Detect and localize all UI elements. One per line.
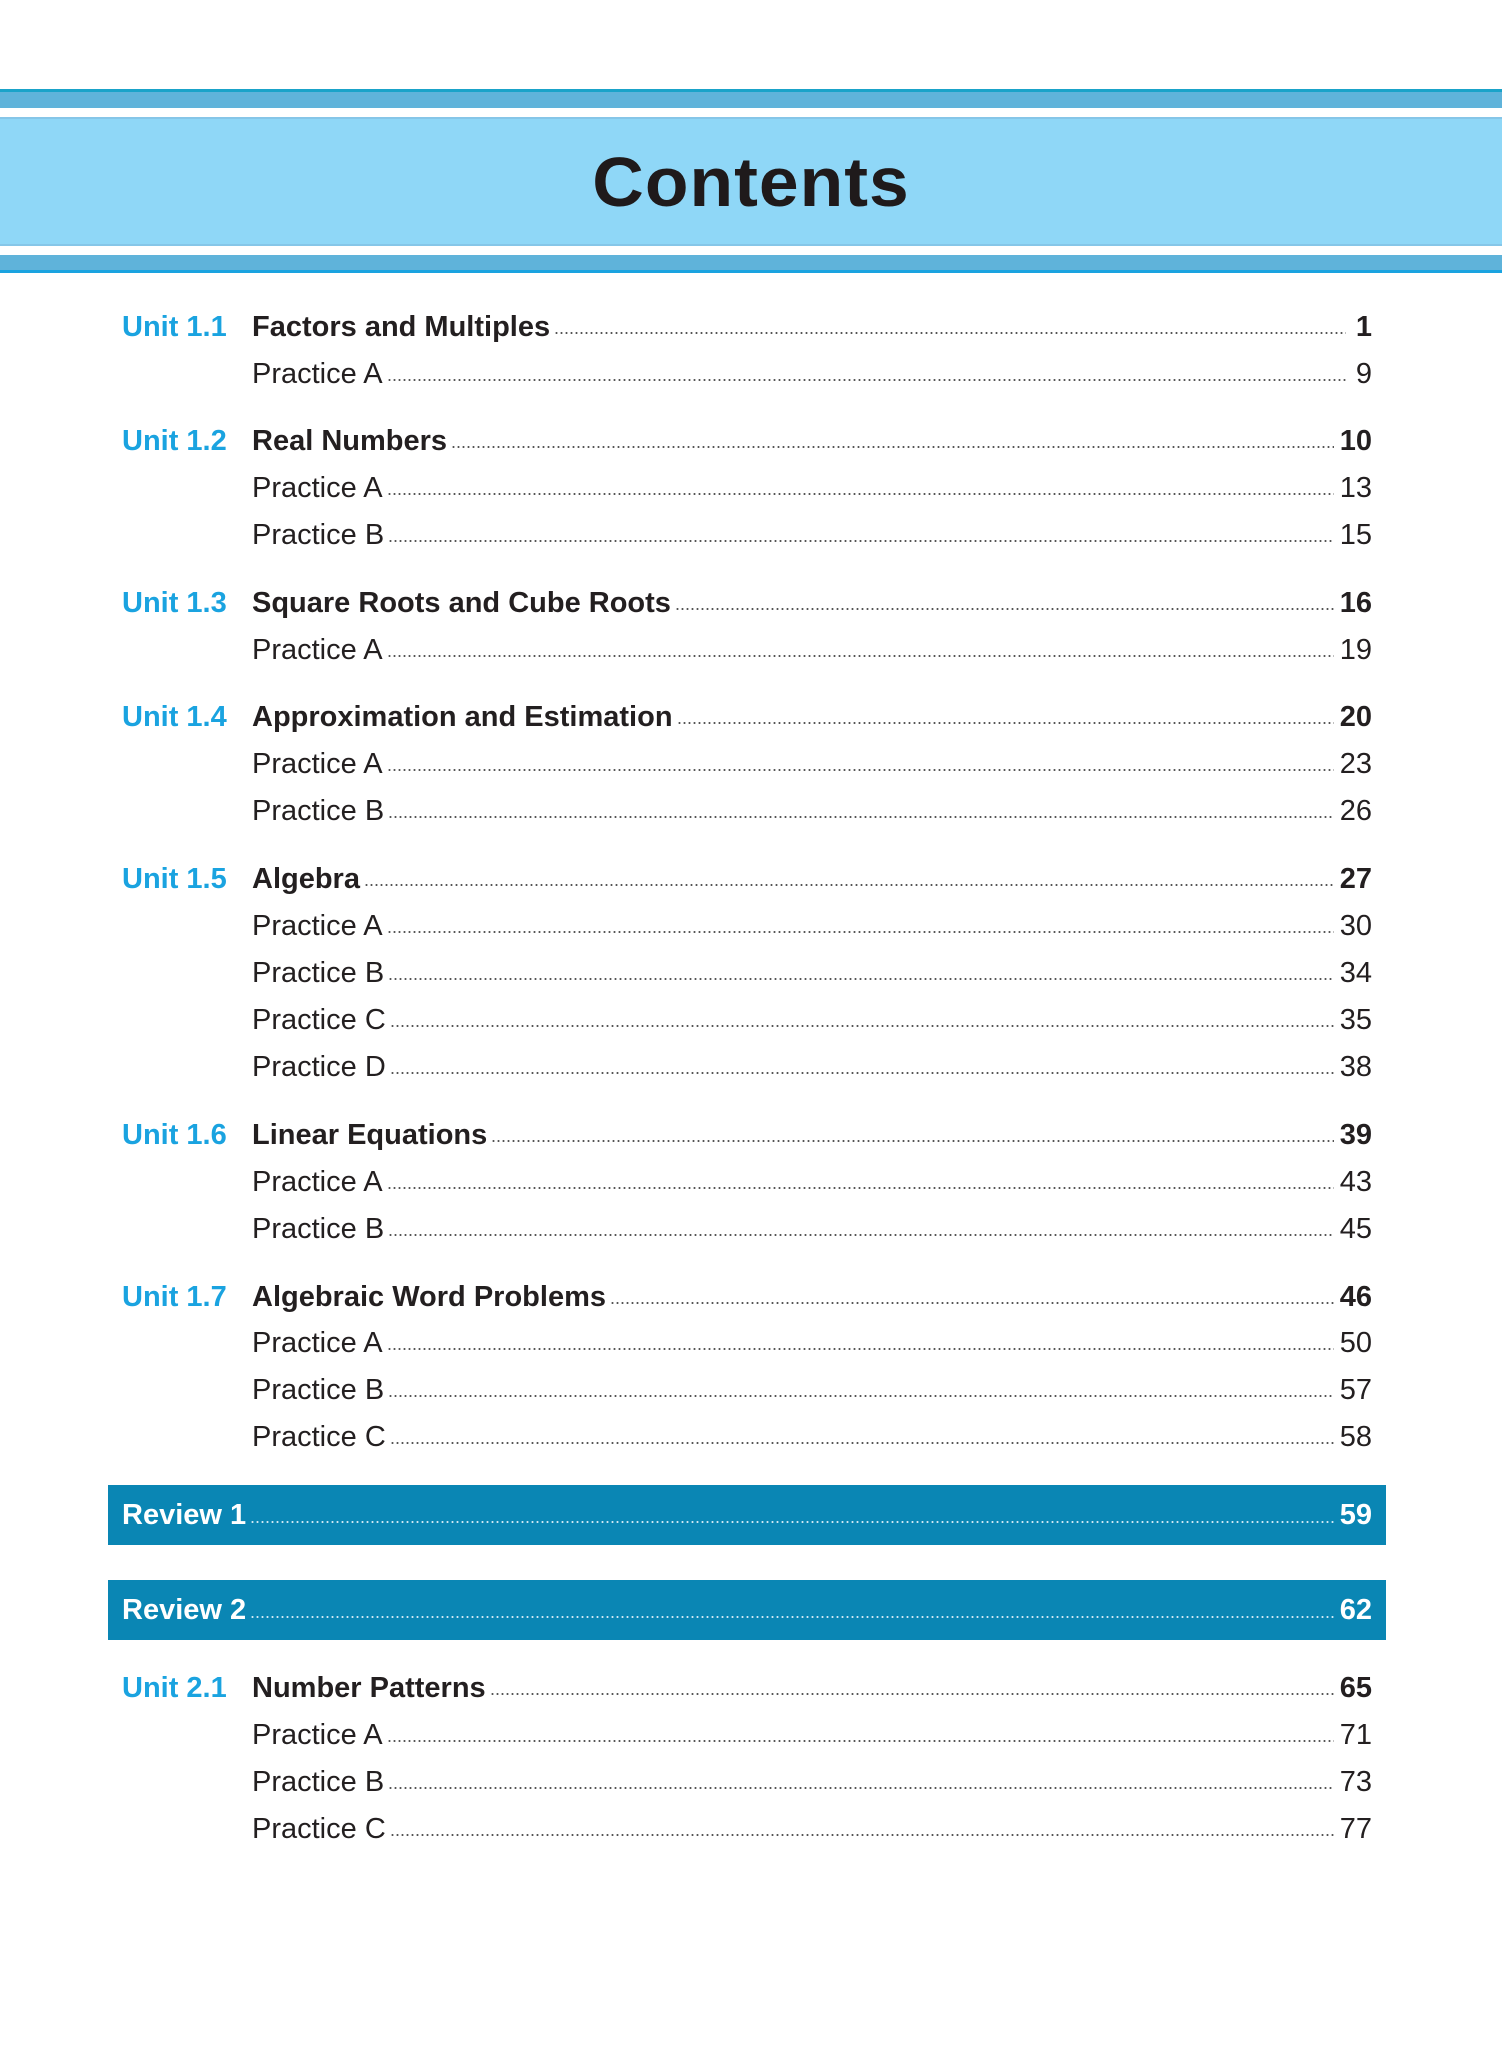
dot-leader: [554, 331, 1346, 335]
practice-title: Practice A: [252, 1326, 383, 1359]
unit-title: Linear Equations: [252, 1118, 488, 1151]
toc-practice-row[interactable]: [122, 791, 1372, 831]
practice-title: Practice A: [252, 1718, 383, 1751]
page-number: 15: [1339, 518, 1372, 551]
page-number: 62: [1339, 1593, 1372, 1626]
dot-leader: [388, 1786, 1334, 1790]
header-top-band: [0, 92, 1502, 108]
page-number: 59: [1339, 1498, 1372, 1531]
page-number: 35: [1339, 1003, 1372, 1036]
practice-title: Practice D: [252, 1050, 386, 1083]
page-number: 57: [1339, 1373, 1372, 1406]
page-number: 65: [1339, 1671, 1372, 1704]
page-number: 77: [1339, 1812, 1372, 1845]
toc-practice-row[interactable]: [122, 354, 1372, 394]
page-number: 46: [1339, 1280, 1372, 1313]
toc-practice-row[interactable]: [122, 953, 1372, 993]
practice-title: Practice B: [252, 1373, 385, 1406]
unit-title: Number Patterns: [252, 1671, 486, 1704]
dot-leader: [387, 768, 1334, 772]
page-number: 39: [1339, 1118, 1372, 1151]
review-title: Review 2: [122, 1593, 247, 1626]
page-title: Contents: [592, 142, 910, 221]
toc-practice-row[interactable]: [122, 1000, 1372, 1040]
dot-leader: [387, 1186, 1334, 1190]
practice-title: Practice C: [252, 1003, 386, 1036]
toc-practice-row[interactable]: [122, 1715, 1372, 1755]
page-number: 43: [1339, 1165, 1372, 1198]
unit-label: Unit 1.6: [122, 1118, 227, 1151]
header-bottom-band: [0, 255, 1502, 271]
dot-leader: [388, 815, 1334, 819]
unit-label: Unit 1.1: [122, 310, 227, 343]
dot-leader: [387, 492, 1334, 496]
unit-title: Square Roots and Cube Roots: [252, 586, 671, 619]
unit-label: Unit 1.5: [122, 862, 227, 895]
toc-practice-row[interactable]: [122, 1162, 1372, 1202]
toc-review-row[interactable]: [108, 1580, 1386, 1640]
unit-label: Unit 1.2: [122, 424, 227, 457]
practice-title: Practice A: [252, 747, 383, 780]
toc-unit-row[interactable]: [122, 1277, 1372, 1317]
unit-title: Approximation and Estimation: [252, 700, 673, 733]
dot-leader: [451, 445, 1334, 449]
page-number: 71: [1339, 1718, 1372, 1751]
practice-title: Practice B: [252, 956, 385, 989]
toc-unit-row[interactable]: [122, 1115, 1372, 1155]
dot-leader: [388, 977, 1334, 981]
practice-title: Practice A: [252, 1165, 383, 1198]
toc-practice-row[interactable]: [122, 1047, 1372, 1087]
toc-practice-row[interactable]: [122, 1209, 1372, 1249]
page-number: 58: [1339, 1420, 1372, 1453]
toc-practice-row[interactable]: [122, 1762, 1372, 1802]
page-number: 9: [1355, 357, 1372, 390]
toc-unit-row[interactable]: [122, 697, 1372, 737]
practice-title: Practice B: [252, 518, 385, 551]
toc-practice-row[interactable]: [122, 1370, 1372, 1410]
dot-leader: [387, 378, 1346, 382]
dot-leader: [250, 1520, 1334, 1524]
review-title: Review 1: [122, 1498, 247, 1531]
unit-label: Unit 1.4: [122, 700, 227, 733]
dot-leader: [675, 607, 1334, 611]
toc-practice-row[interactable]: [122, 468, 1372, 508]
practice-title: Practice A: [252, 471, 383, 504]
toc-unit-row[interactable]: [122, 421, 1372, 461]
page-number: 30: [1339, 909, 1372, 942]
practice-title: Practice B: [252, 1765, 385, 1798]
unit-title: Algebra: [252, 862, 360, 895]
toc-unit-row[interactable]: [122, 307, 1372, 347]
toc-practice-row[interactable]: [122, 630, 1372, 670]
dot-leader: [491, 1139, 1333, 1143]
dot-leader: [490, 1692, 1334, 1696]
toc-practice-row[interactable]: [122, 515, 1372, 555]
dot-leader: [390, 1441, 1334, 1445]
practice-title: Practice C: [252, 1812, 386, 1845]
dot-leader: [387, 930, 1334, 934]
toc-practice-row[interactable]: [122, 1417, 1372, 1457]
dot-leader: [390, 1071, 1334, 1075]
toc-unit-row[interactable]: [122, 859, 1372, 899]
unit-label: Unit 1.7: [122, 1280, 227, 1313]
page-number: 16: [1339, 586, 1372, 619]
dot-leader: [250, 1615, 1334, 1619]
toc-unit-row[interactable]: [122, 1668, 1372, 1708]
toc-practice-row[interactable]: [122, 1323, 1372, 1363]
toc-practice-row[interactable]: [122, 906, 1372, 946]
dot-leader: [387, 1739, 1334, 1743]
page-number: 13: [1339, 471, 1372, 504]
page-number: 19: [1339, 633, 1372, 666]
unit-label: Unit 1.3: [122, 586, 227, 619]
unit-title: Algebraic Word Problems: [252, 1280, 606, 1313]
dot-leader: [387, 654, 1334, 658]
page-number: 34: [1339, 956, 1372, 989]
page-number: 38: [1339, 1050, 1372, 1083]
dot-leader: [610, 1301, 1334, 1305]
page-number: 20: [1339, 700, 1372, 733]
page-number: 1: [1355, 310, 1372, 343]
page-number: 26: [1339, 794, 1372, 827]
unit-label: Unit 2.1: [122, 1671, 227, 1704]
toc-unit-row[interactable]: [122, 583, 1372, 623]
dot-leader: [388, 1394, 1334, 1398]
unit-title: Factors and Multiples: [252, 310, 551, 343]
dot-leader: [677, 721, 1334, 725]
practice-title: Practice A: [252, 357, 383, 390]
toc-practice-row[interactable]: [122, 1809, 1372, 1849]
practice-title: Practice A: [252, 909, 383, 942]
header-bottom-line: [0, 270, 1502, 273]
practice-title: Practice A: [252, 633, 383, 666]
page-number: 45: [1339, 1212, 1372, 1245]
page-number: 23: [1339, 747, 1372, 780]
page-number: 10: [1339, 424, 1372, 457]
toc-practice-row[interactable]: [122, 744, 1372, 784]
dot-leader: [390, 1024, 1334, 1028]
page-number: 73: [1339, 1765, 1372, 1798]
dot-leader: [390, 1833, 1334, 1837]
practice-title: Practice B: [252, 1212, 385, 1245]
unit-title: Real Numbers: [252, 424, 448, 457]
dot-leader: [364, 883, 1334, 887]
dot-leader: [387, 1347, 1334, 1351]
dot-leader: [388, 1233, 1334, 1237]
page-number: 27: [1339, 862, 1372, 895]
practice-title: Practice C: [252, 1420, 386, 1453]
page-number: 50: [1339, 1326, 1372, 1359]
practice-title: Practice B: [252, 794, 385, 827]
dot-leader: [388, 539, 1334, 543]
toc-review-row[interactable]: [108, 1485, 1386, 1545]
